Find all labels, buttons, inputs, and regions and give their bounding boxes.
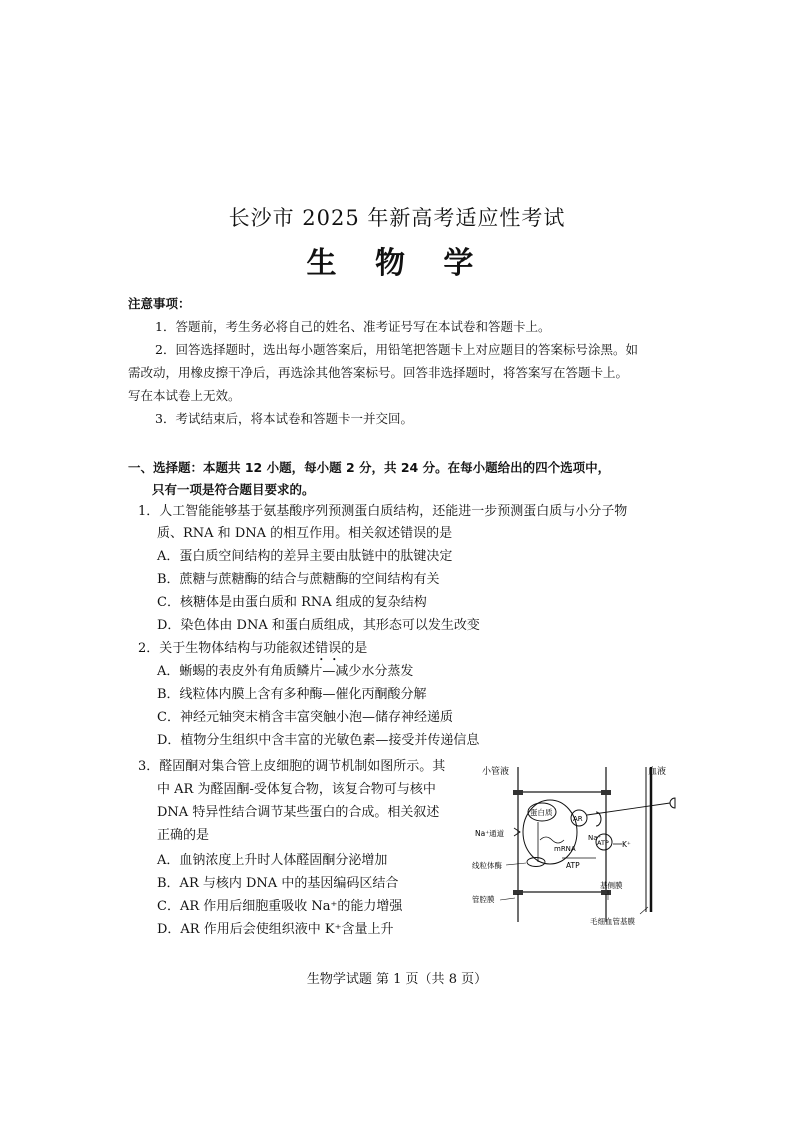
- figure-label-lumen-membrane: 管腔膜: [472, 895, 495, 904]
- q3-stem-line-1: 3．醛固酮对集合管上皮细胞的调节机制如图所示。其: [138, 759, 446, 774]
- page-footer: 生物学试题 第 1 页（共 8 页）: [306, 972, 488, 987]
- figure-label-tubule: 小管液: [482, 767, 510, 777]
- q3-option-c: C．AR 作用后细胞重吸收 Na⁺的能力增强: [157, 899, 403, 914]
- q1-option-d: D．染色体由 DNA 和蛋白质组成，其形态可以发生改变: [157, 618, 480, 633]
- q2-option-b: B．线粒体内膜上含有多种酶—催化丙酮酸分解: [157, 687, 427, 702]
- notice-line-2: 2．回答选择题时，选出每小题答案后，用铅笔把答题卡上对应题目的答案标号涂黑。如: [155, 342, 638, 357]
- section-heading-line-2: 只有一项是符合题目要求的。: [152, 482, 315, 497]
- q2-option-d: D．植物分生组织中含丰富的光敏色素—接受并传递信息: [157, 733, 480, 748]
- figure-label-atp-circle: ATP: [597, 839, 609, 847]
- lumen-leader: [500, 898, 515, 900]
- section-heading-line-1: 一、选择题：本题共 12 小题，每小题 2 分，共 24 分。在每小题给出的四个选项中，: [128, 460, 611, 475]
- figure-label-na: Na⁺: [588, 834, 602, 842]
- notice-line-5: 3．考试结束后，将本试卷和答题卡一并交回。: [155, 411, 413, 426]
- mrna-strand: [540, 837, 564, 843]
- receptor-shape: [596, 812, 601, 826]
- figure-label-mito: 线粒体酶: [472, 861, 502, 870]
- notice-line-1: 1．答题前，考生务必将自己的姓名、准考证号写在本试卷和答题卡上。: [155, 319, 551, 334]
- mito-leader: [506, 863, 526, 865]
- q3-option-d: D．AR 作用后会使组织液中 K⁺含量上升: [157, 922, 394, 937]
- junction-top-right: [601, 790, 611, 795]
- exam-title: 长沙市 2025 年新高考适应性考试: [228, 206, 566, 230]
- capillary-leader: [640, 907, 648, 914]
- junction-top-left: [513, 790, 523, 795]
- figure-label-k: K⁺: [622, 840, 631, 849]
- figure-label-mrna: mRNA: [554, 845, 576, 853]
- q3-option-b: B．AR 与核内 DNA 中的基因编码区结合: [157, 876, 399, 891]
- figure-label-protein: 蛋白质: [530, 808, 553, 817]
- figure-label-na-channel: Na⁺通道: [475, 829, 505, 838]
- figure-label-atp: ATP: [566, 861, 580, 870]
- subject-title: 生 物 学: [306, 246, 488, 281]
- notice-line-3: 需改动，用橡皮擦干净后，再选涂其他答案标号。回答非选择题时，将答案写在答题卡上。: [128, 365, 629, 380]
- q2-stem-pre: 2．关于生物体结构与功能叙述: [138, 641, 316, 656]
- blood-receptor-shape: [670, 798, 675, 808]
- q3-figure: [470, 762, 690, 927]
- q2-stem-post: 的是: [341, 641, 368, 656]
- na-channel-shape: [514, 828, 520, 836]
- q3-option-a: A．血钠浓度上升时人体醛固酮分泌增加: [157, 853, 388, 868]
- q3-stem-line-4: 正确的是: [157, 828, 210, 843]
- aldosterone-arrow: [587, 803, 670, 815]
- figure-label-ar: AR: [573, 815, 583, 823]
- q1-stem-line-1: 1．人工智能能够基于氨基酸序列预测蛋白质结构，还能进一步预测蛋白质与小分子物: [138, 504, 628, 519]
- q1-option-b: B．蔗糖与蔗糖酶的结合与蔗糖酶的空间结构有关: [157, 572, 440, 587]
- figure-label-blood: 血液: [648, 767, 667, 777]
- q2-stem-emphasis: 错误: [315, 641, 342, 656]
- q3-stem-line-3: DNA 特异性结合调节某些蛋白的合成。相关叙述: [157, 805, 440, 820]
- notice-heading: 注意事项：: [128, 296, 191, 311]
- q1-option-c: C．核糖体是由蛋白质和 RNA 组成的复杂结构: [157, 595, 427, 610]
- q2-option-c: C．神经元轴突末梢含丰富突触小泡—储存神经递质: [157, 710, 453, 725]
- q1-option-a: A．蛋白质空间结构的差异主要由肽链中的肽键决定: [157, 549, 453, 564]
- q2-option-a: A．蜥蜴的表皮外有角质鳞片—减少水分蒸发: [157, 664, 414, 679]
- q1-stem-line-2: 质、RNA 和 DNA 的相互作用。相关叙述错误的是: [157, 526, 453, 541]
- notice-line-4: 写在本试卷上无效。: [128, 388, 241, 403]
- figure-label-capillary: 毛细血管基膜: [590, 917, 635, 926]
- q3-stem-line-2: 中 AR 为醛固酮-受体复合物，该复合物可与核中: [157, 782, 436, 797]
- figure-label-basal: 基侧膜: [600, 881, 623, 890]
- section-heading: [128, 457, 610, 501]
